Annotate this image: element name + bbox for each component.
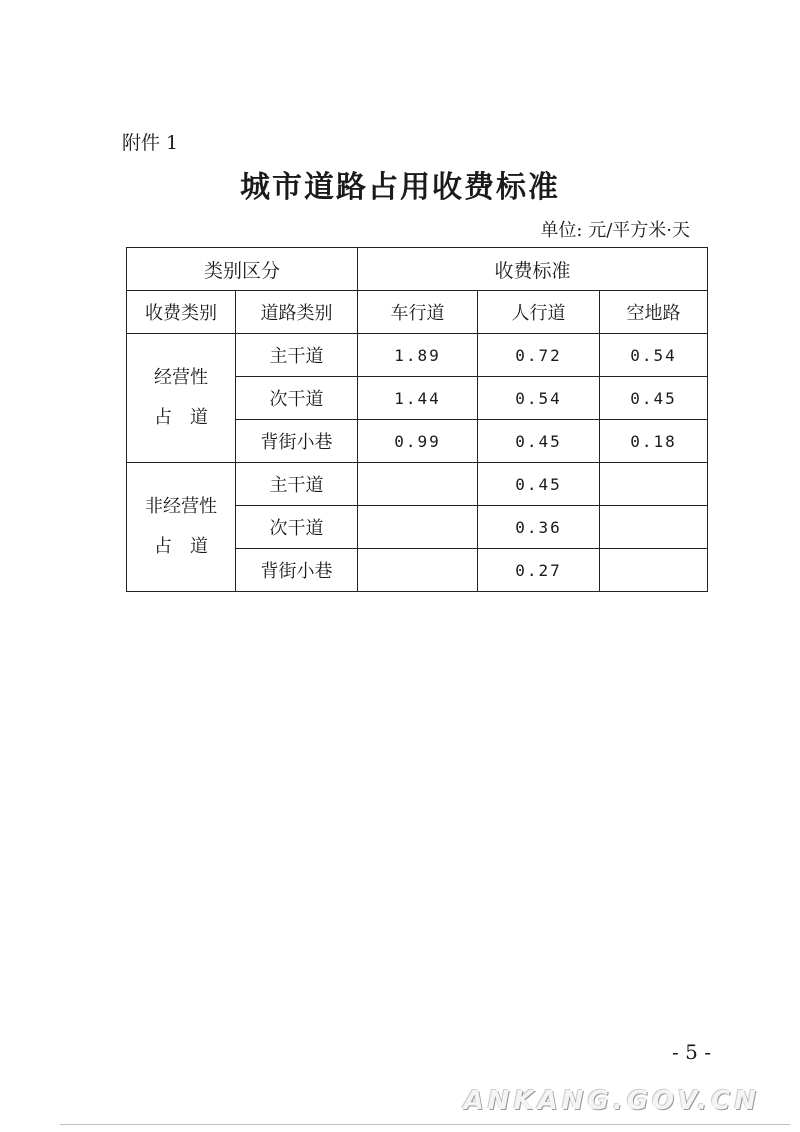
col-sidewalk: 人行道 [478, 291, 600, 334]
attachment-label: 附件 1 [122, 132, 179, 154]
carriageway-value: 0.99 [358, 420, 478, 463]
site-watermark: ANKANG.GOV.CN [463, 1086, 760, 1116]
carriageway-value: 1.89 [358, 334, 478, 377]
col-fee-category: 收费类别 [127, 291, 236, 334]
sidewalk-value: 0.36 [478, 506, 600, 549]
road-type-cell: 背街小巷 [236, 549, 358, 592]
table-header-row [127, 248, 708, 291]
carriageway-value: 1.44 [358, 377, 478, 420]
category-non-commercial [127, 463, 236, 592]
open-land-value [600, 506, 708, 549]
unit-label: 单位: 元/平方米·天 [540, 220, 690, 241]
category-label-line2: 占 道 [154, 536, 208, 557]
table-row [127, 334, 708, 377]
road-type-cell: 主干道 [236, 334, 358, 377]
table-subheader-row [127, 291, 708, 334]
road-type-cell: 背街小巷 [236, 420, 358, 463]
carriageway-value [358, 506, 478, 549]
road-type-cell: 主干道 [236, 463, 358, 506]
open-land-value: 0.18 [600, 420, 708, 463]
category-label-line1: 经营性 [154, 367, 208, 388]
document-title: 城市道路占用收费标准 [240, 170, 560, 205]
col-open-land: 空地路 [600, 291, 708, 334]
header-fee-standard: 收费标准 [358, 248, 708, 291]
header-category-division: 类别区分 [127, 248, 358, 291]
sidewalk-value: 0.54 [478, 377, 600, 420]
sidewalk-value: 0.45 [478, 463, 600, 506]
fee-standard-table [126, 247, 708, 592]
open-land-value: 0.45 [600, 377, 708, 420]
road-type-cell: 次干道 [236, 377, 358, 420]
road-type-cell: 次干道 [236, 506, 358, 549]
col-road-category: 道路类别 [236, 291, 358, 334]
carriageway-value [358, 549, 478, 592]
open-land-value: 0.54 [600, 334, 708, 377]
category-label-line1: 非经营性 [145, 496, 217, 517]
sidewalk-value: 0.72 [478, 334, 600, 377]
sidewalk-value: 0.45 [478, 420, 600, 463]
open-land-value [600, 549, 708, 592]
open-land-value [600, 463, 708, 506]
table-row [127, 463, 708, 506]
page-number: - 5 - [672, 1040, 711, 1064]
category-commercial [127, 334, 236, 463]
col-carriageway: 车行道 [358, 291, 478, 334]
carriageway-value [358, 463, 478, 506]
category-label-line2: 占 道 [154, 407, 208, 428]
sidewalk-value: 0.27 [478, 549, 600, 592]
bottom-divider [60, 1124, 790, 1125]
